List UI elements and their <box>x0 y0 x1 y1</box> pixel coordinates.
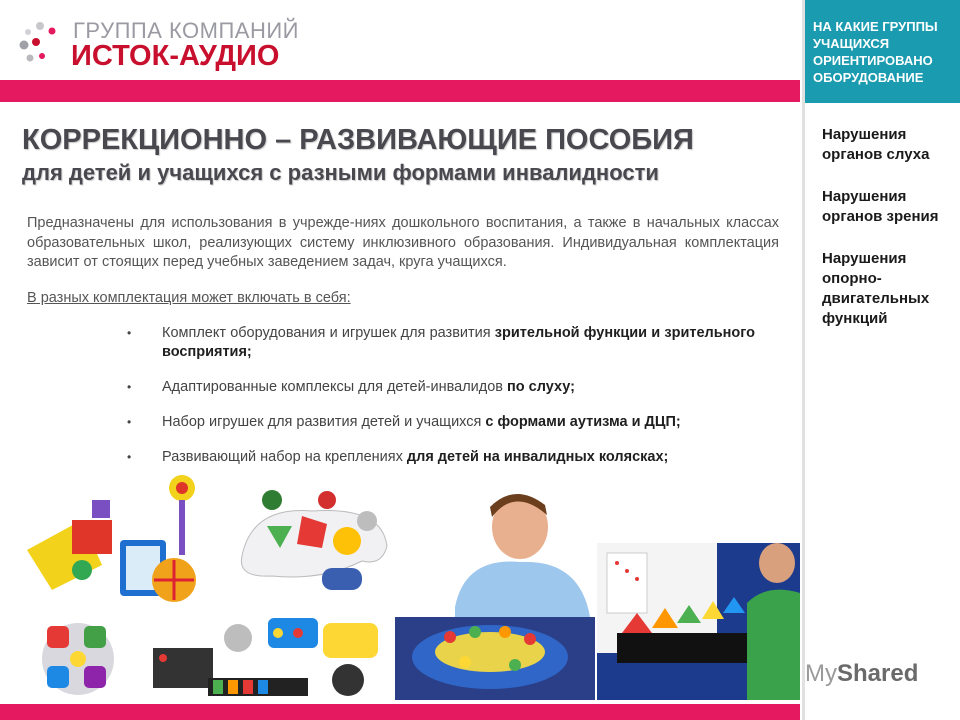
boy-with-toy-image <box>395 487 595 700</box>
watermark-part1: My <box>805 660 837 687</box>
bullet-bold: зрительной функции и зрительного восприятия; <box>162 325 755 360</box>
bullet-bold: для детей на инвалидных колясках; <box>406 449 669 465</box>
bullet-icon: • <box>127 380 132 394</box>
logo-line1: ГРУППА КОМПАНИЙ <box>73 18 299 43</box>
company-logo <box>18 18 298 73</box>
bullet-text: Развивающий набор на креплениях <box>162 449 407 465</box>
header-accent-bar <box>0 80 800 102</box>
bullet-icon: • <box>127 326 132 340</box>
page-subtitle: для детей и учащихся с разными формами инвалидности <box>22 160 659 185</box>
sensory-pads-image <box>22 614 134 704</box>
sidebar-header <box>805 0 960 103</box>
bullet-text: Набор игрушек для развития детей и учащихся <box>162 414 486 430</box>
sidebar-header-text: НА КАКИЕ ГРУППЫ УЧАЩИХСЯ ОРИЕНТИРОВАНО ОБОРУДОВАНИЕ <box>813 19 938 85</box>
watermark <box>805 660 918 688</box>
sidebar-item-vision: Нарушения органов зрения <box>822 188 939 225</box>
list-item <box>127 448 755 467</box>
description: Предназначены для использования в учрежде-ниях дошкольного воспитания, а также в начальных классах образовательных школ, реализующих систему инклюзивного образования. Индивидуальная комплектация зависит от стоящих перед учебных заведением задач, круга учащихся. <box>27 215 779 270</box>
musical-toys-image <box>148 608 388 704</box>
sidebar-item-hearing: Нарушения органов слуха <box>822 126 930 163</box>
bullet-icon: • <box>127 415 132 429</box>
sidebar-item-motor: Нарушения опорно-двигательных функций <box>822 250 930 327</box>
bells-activity-image <box>597 543 800 700</box>
logo-dots-icon <box>18 18 62 68</box>
page-title: КОРРЕКЦИОННО – РАЗВИВАЮЩИЕ ПОСОБИЯ <box>22 124 694 156</box>
bullet-bold: по слуху; <box>507 379 575 395</box>
toys-set-image <box>22 470 212 608</box>
bullet-text: Комплект оборудования и игрушек для развития <box>162 325 495 341</box>
footer-accent-bar <box>0 704 800 720</box>
watermark-part2: Shared <box>837 660 919 687</box>
includes-label: В разных комплектация может включать в себя: <box>27 290 351 306</box>
list-item <box>127 324 755 362</box>
light-panel-image <box>232 486 392 594</box>
logo-line2: ИСТОК-АУДИО <box>71 40 280 72</box>
list-item <box>127 378 755 397</box>
sidebar <box>802 0 960 720</box>
bullet-icon: • <box>127 450 132 464</box>
list-item <box>127 413 755 432</box>
bullet-bold: с формами аутизма и ДЦП; <box>485 414 681 430</box>
sidebar-list <box>822 125 957 351</box>
bullet-list <box>127 324 755 483</box>
bullet-text: Адаптированные комплексы для детей-инвалидов <box>162 379 508 395</box>
